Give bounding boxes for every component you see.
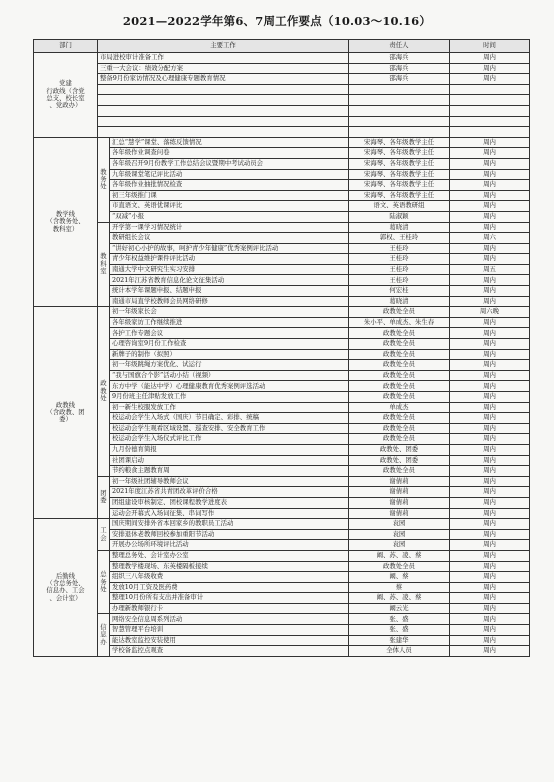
time-cell: 周内 bbox=[450, 540, 530, 551]
owner-cell: 政教处全员 bbox=[349, 413, 450, 424]
task-cell: 市直语文、英语优课评比 bbox=[110, 201, 349, 212]
owner-cell bbox=[349, 105, 450, 116]
task-cell: 统计本学年课题申报、结题申报 bbox=[110, 286, 349, 297]
task-cell: 校运动会学生入场仪式评比工作 bbox=[110, 434, 349, 445]
table-row bbox=[34, 614, 530, 625]
table-row bbox=[34, 137, 530, 148]
time-cell: 周内 bbox=[450, 614, 530, 625]
task-cell: “讲好初心小护的故事，呵护青少年健康”优秀案例评比活动 bbox=[110, 243, 349, 254]
owner-cell: 王桂玲 bbox=[349, 264, 450, 275]
time-cell bbox=[450, 105, 530, 116]
owner-cell: 宋海琴、各年级教学主任 bbox=[349, 148, 450, 159]
task-cell: 东方中学（能达中学）心理健康教育优秀案例评选活动 bbox=[110, 381, 349, 392]
task-cell: 各护工作专题会议 bbox=[110, 328, 349, 339]
time-cell: 周内 bbox=[450, 455, 530, 466]
time-cell: 周内 bbox=[450, 392, 530, 403]
task-cell: 南通市局直学校教师会员网络研修 bbox=[110, 296, 349, 307]
task-cell: 9月份班主任津贴发放工作 bbox=[110, 392, 349, 403]
owner-cell bbox=[349, 84, 450, 95]
time-cell: 周内 bbox=[450, 529, 530, 540]
owner-cell: 宋海琴、各年级教学主任 bbox=[349, 190, 450, 201]
owner-cell: 语文、英语教研组 bbox=[349, 201, 450, 212]
owner-cell: 政教处全员 bbox=[349, 392, 450, 403]
time-cell: 周内 bbox=[450, 63, 530, 74]
task-cell: 初一新生校服发放工作 bbox=[110, 402, 349, 413]
task-cell: 教研组长会议 bbox=[110, 233, 349, 244]
time-cell: 周内 bbox=[450, 190, 530, 201]
task-cell: 办理新教师银行卡 bbox=[110, 603, 349, 614]
time-cell: 周六晚 bbox=[450, 307, 530, 318]
task-cell: 整理总务处、会计室办公室 bbox=[110, 550, 349, 561]
owner-cell: 政教处全员 bbox=[349, 339, 450, 350]
time-cell: 周内 bbox=[450, 180, 530, 191]
owner-cell: 政教处全员 bbox=[349, 328, 450, 339]
table-row bbox=[34, 53, 530, 64]
time-cell: 周内 bbox=[450, 381, 530, 392]
owner-cell bbox=[349, 95, 450, 106]
owner-cell: 阚、苏、凌、蔡 bbox=[349, 593, 450, 604]
time-cell: 周内 bbox=[450, 254, 530, 265]
owner-cell: 阚、苏、凌、蔡 bbox=[349, 550, 450, 561]
owner-cell: 阚云光 bbox=[349, 603, 450, 614]
time-cell: 周内 bbox=[450, 360, 530, 371]
time-cell: 周内 bbox=[450, 635, 530, 646]
owner-cell: 王桂玲 bbox=[349, 243, 450, 254]
owner-cell: 何宏桂 bbox=[349, 286, 450, 297]
time-cell: 周内 bbox=[450, 476, 530, 487]
table-row bbox=[34, 74, 530, 85]
owner-cell: 谢倩莉 bbox=[349, 476, 450, 487]
time-cell: 周内 bbox=[450, 296, 530, 307]
dept-cell: 党建 行政线（含党 总支、校长室 、党政办） bbox=[34, 53, 98, 138]
owner-cell: 张、盛 bbox=[349, 614, 450, 625]
time-cell: 周内 bbox=[450, 74, 530, 85]
table-row bbox=[34, 84, 530, 95]
time-cell: 周内 bbox=[450, 572, 530, 583]
owner-cell: 袁园 bbox=[349, 519, 450, 530]
table-row bbox=[34, 63, 530, 74]
owner-cell: 政教处全员 bbox=[349, 307, 450, 318]
subdept-cell: 教 科 室 bbox=[98, 222, 110, 307]
dept-cell: 后勤线 （含总务处、 信息办、工会 、会计室） bbox=[34, 519, 98, 657]
task-cell: 国庆期间安排外省本回家乡的教职员工活动 bbox=[110, 519, 349, 530]
task-cell: 九年级课堂笔记评比活动 bbox=[110, 169, 349, 180]
owner-cell: 葛晓清 bbox=[349, 296, 450, 307]
task-cell: 初一年级跳绳方案优化、试运行 bbox=[110, 360, 349, 371]
time-cell: 周内 bbox=[450, 286, 530, 297]
table-row bbox=[34, 550, 530, 561]
owner-cell: 谢倩莉 bbox=[349, 497, 450, 508]
time-cell: 周六 bbox=[450, 233, 530, 244]
task-cell: 安排退休老教师回校参加重阳节活动 bbox=[110, 529, 349, 540]
owner-cell: 张、盛 bbox=[349, 625, 450, 636]
table-row bbox=[34, 105, 530, 116]
time-cell: 周内 bbox=[450, 625, 530, 636]
header-dept: 部门 bbox=[34, 40, 98, 53]
task-cell: 学校备监控点观查 bbox=[110, 646, 349, 657]
subdept-cell: 教 务 处 bbox=[98, 137, 110, 222]
table-row bbox=[34, 95, 530, 106]
task-cell: 初一年级家长会 bbox=[110, 307, 349, 318]
owner-cell bbox=[349, 116, 450, 127]
time-cell: 周内 bbox=[450, 222, 530, 233]
owner-cell: 宋海琴、各年级教学主任 bbox=[349, 169, 450, 180]
time-cell bbox=[450, 127, 530, 138]
task-cell: 各年级召开9月份教学工作总结会议暨期中考试动员会 bbox=[110, 158, 349, 169]
owner-cell: 政教处、团委 bbox=[349, 444, 450, 455]
time-cell: 周内 bbox=[450, 646, 530, 657]
time-cell: 周内 bbox=[450, 561, 530, 572]
owner-cell: 邵海兵 bbox=[349, 74, 450, 85]
task-cell bbox=[98, 127, 349, 138]
header-task: 主要工作 bbox=[98, 40, 349, 53]
task-cell: 校运动会学生观看区域设置、巡查安排、安全教育工作 bbox=[110, 423, 349, 434]
time-cell bbox=[450, 95, 530, 106]
owner-cell bbox=[349, 127, 450, 138]
owner-cell: 王桂玲 bbox=[349, 275, 450, 286]
task-cell: 市局进校审计准备工作 bbox=[98, 53, 349, 64]
owner-cell: 袁园 bbox=[349, 529, 450, 540]
time-cell: 周内 bbox=[450, 211, 530, 222]
task-cell: 发放10月工资及医药费 bbox=[110, 582, 349, 593]
time-cell: 周内 bbox=[450, 275, 530, 286]
owner-cell: 郭权、王桂玲 bbox=[349, 233, 450, 244]
task-cell: 开学第一课学习情况统计 bbox=[110, 222, 349, 233]
task-cell: 三重一大会议：绩效分配方案 bbox=[98, 63, 349, 74]
task-cell: 初一年级社团辅导教师会议 bbox=[110, 476, 349, 487]
task-cell: 校运动会学生入场式（国庆）节目确定、彩排、统稿 bbox=[110, 413, 349, 424]
owner-cell: 政教处全员 bbox=[349, 349, 450, 360]
time-cell: 周内 bbox=[450, 487, 530, 498]
owner-cell: 政教处全员 bbox=[349, 381, 450, 392]
owner-cell: 宋海琴、各年级教学主任 bbox=[349, 137, 450, 148]
owner-cell: 政教处全员 bbox=[349, 370, 450, 381]
time-cell: 周内 bbox=[450, 148, 530, 159]
task-cell: 整理10月份所有支出并准备审计 bbox=[110, 593, 349, 604]
time-cell bbox=[450, 84, 530, 95]
task-cell: 2021年度江苏省共青团改革评价合格 bbox=[110, 487, 349, 498]
subdept-cell: 政 教 处 bbox=[98, 307, 110, 477]
owner-cell: 宋海琴、各年级教学主任 bbox=[349, 180, 450, 191]
time-cell: 周内 bbox=[450, 423, 530, 434]
table-row bbox=[34, 519, 530, 530]
time-cell: 周内 bbox=[450, 434, 530, 445]
task-cell: “双减”小报 bbox=[110, 211, 349, 222]
time-cell bbox=[450, 116, 530, 127]
task-cell bbox=[98, 105, 349, 116]
time-cell: 周内 bbox=[450, 243, 530, 254]
task-cell: “我与国旗合个影”活动小结（视频） bbox=[110, 370, 349, 381]
header-time: 时间 bbox=[450, 40, 530, 53]
time-cell: 周内 bbox=[450, 317, 530, 328]
owner-cell: 阚、蔡 bbox=[349, 572, 450, 583]
task-cell bbox=[98, 95, 349, 106]
table-row bbox=[34, 127, 530, 138]
time-cell: 周内 bbox=[450, 339, 530, 350]
owner-cell: 全体人员 bbox=[349, 646, 450, 657]
task-cell: 节约粮食主题教育周 bbox=[110, 466, 349, 477]
owner-cell: 陆淑颖 bbox=[349, 211, 450, 222]
time-cell: 周内 bbox=[450, 370, 530, 381]
table-header-row bbox=[34, 40, 530, 53]
task-cell: 团组建设审核制定、团校课程教学进度表 bbox=[110, 497, 349, 508]
task-cell: 组织三八年级收费 bbox=[110, 572, 349, 583]
time-cell: 周五 bbox=[450, 264, 530, 275]
work-plan-table bbox=[33, 39, 530, 657]
owner-cell: 政教处全员 bbox=[349, 423, 450, 434]
owner-cell: 邵海兵 bbox=[349, 63, 450, 74]
time-cell: 周内 bbox=[450, 413, 530, 424]
owner-cell: 政教处全员 bbox=[349, 360, 450, 371]
owner-cell: 邵海兵 bbox=[349, 53, 450, 64]
task-cell: 心理咨询室9月份工作检查 bbox=[110, 339, 349, 350]
time-cell: 周内 bbox=[450, 497, 530, 508]
time-cell: 周内 bbox=[450, 603, 530, 614]
subdept-cell: 工 会 bbox=[98, 519, 110, 551]
time-cell: 周内 bbox=[450, 169, 530, 180]
owner-cell: 张建华 bbox=[349, 635, 450, 646]
time-cell: 周内 bbox=[450, 582, 530, 593]
task-cell: 整理教学楼现场、东英楼隔板接续 bbox=[110, 561, 349, 572]
owner-cell: 王桂玲 bbox=[349, 254, 450, 265]
document-title: 2021—2022学年第6、7周工作要点（10.03～10.16） bbox=[122, 14, 432, 28]
subdept-cell: 信 息 办 bbox=[98, 614, 110, 656]
time-cell: 周内 bbox=[450, 550, 530, 561]
task-cell: 智慧管理平台培训 bbox=[110, 625, 349, 636]
task-cell: 2021年江苏省教育信息化论文征集活动 bbox=[110, 275, 349, 286]
task-cell: 九月份德育简报 bbox=[110, 444, 349, 455]
time-cell: 周内 bbox=[450, 444, 530, 455]
task-cell: 南通大学中文研究生实习安排 bbox=[110, 264, 349, 275]
owner-cell: 葛晓清 bbox=[349, 222, 450, 233]
task-cell: 网络安全信息周系列活动 bbox=[110, 614, 349, 625]
time-cell: 周内 bbox=[450, 201, 530, 212]
header-owner: 责任人 bbox=[349, 40, 450, 53]
time-cell: 周内 bbox=[450, 328, 530, 339]
table-row bbox=[34, 307, 530, 318]
dept-cell: 教学线 （含教务处、 教科室） bbox=[34, 137, 98, 307]
subdept-cell: 团 委 bbox=[98, 476, 110, 518]
task-cell: 社团课启动 bbox=[110, 455, 349, 466]
owner-cell: 政教处全员 bbox=[349, 466, 450, 477]
task-cell: 运动会开幕式入场词征集、串词写作 bbox=[110, 508, 349, 519]
owner-cell: 单成杰 bbox=[349, 402, 450, 413]
task-cell: 各年级作业抽批情况检查 bbox=[110, 180, 349, 191]
time-cell: 周内 bbox=[450, 158, 530, 169]
task-cell: 汇总“慧学”课堂、落练反馈情况 bbox=[110, 137, 349, 148]
task-cell: 青少年权益维护课件评比活动 bbox=[110, 254, 349, 265]
owner-cell: 宋海琴、各年级教学主任 bbox=[349, 158, 450, 169]
time-cell: 周内 bbox=[450, 508, 530, 519]
owner-cell: 政教处全员 bbox=[349, 561, 450, 572]
owner-cell: 袁园 bbox=[349, 540, 450, 551]
owner-cell: 谢倩莉 bbox=[349, 487, 450, 498]
time-cell: 周内 bbox=[450, 466, 530, 477]
time-cell: 周内 bbox=[450, 519, 530, 530]
subdept-cell: 总 务 处 bbox=[98, 550, 110, 614]
dept-cell: 政教线 （含政教、团 委） bbox=[34, 307, 98, 519]
owner-cell: 政教处、团委 bbox=[349, 455, 450, 466]
task-cell: 能达教室监控安装使用 bbox=[110, 635, 349, 646]
table-row bbox=[34, 476, 530, 487]
owner-cell: 政教处全员 bbox=[349, 434, 450, 445]
table-row bbox=[34, 116, 530, 127]
task-cell: 新牌子的制作（拟照） bbox=[110, 349, 349, 360]
table-row bbox=[34, 222, 530, 233]
table-body bbox=[34, 53, 530, 657]
time-cell: 周内 bbox=[450, 137, 530, 148]
owner-cell: 朱小平、单成杰、朱生春 bbox=[349, 317, 450, 328]
time-cell: 周内 bbox=[450, 593, 530, 604]
task-cell: 整备9月份家访情况及心理健康专题教育情况 bbox=[98, 74, 349, 85]
owner-cell: 蔡 bbox=[349, 582, 450, 593]
task-cell: 各年级作业调查问卷 bbox=[110, 148, 349, 159]
task-cell: 初三年级推门课 bbox=[110, 190, 349, 201]
time-cell: 周内 bbox=[450, 53, 530, 64]
task-cell bbox=[98, 116, 349, 127]
task-cell: 各年级家访工作继续推进 bbox=[110, 317, 349, 328]
time-cell: 周内 bbox=[450, 402, 530, 413]
task-cell bbox=[98, 84, 349, 95]
owner-cell: 谢倩莉 bbox=[349, 508, 450, 519]
task-cell: 开展办公场所环境评比活动 bbox=[110, 540, 349, 551]
time-cell: 周内 bbox=[450, 349, 530, 360]
